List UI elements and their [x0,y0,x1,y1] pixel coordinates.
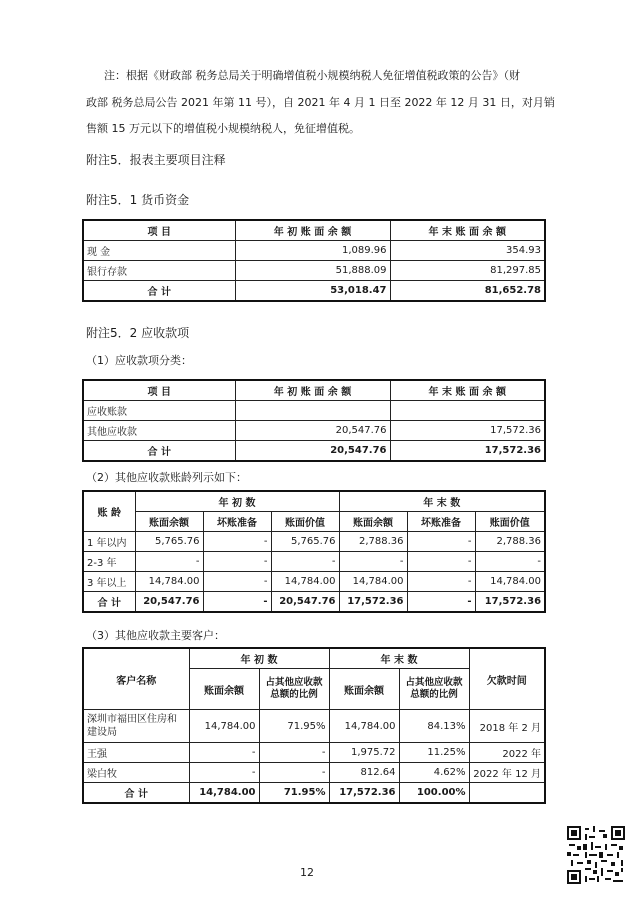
subheader-cell: 账面余额 [189,669,259,710]
value-cell: 11.25% [399,743,469,763]
table-row [83,532,545,552]
header-cell: 项 目 [83,220,235,241]
value-cell: - [339,552,407,572]
total-value: 17,572.36 [390,441,545,462]
value-cell: 14,784.00 [135,572,203,592]
group-header: 年 初 数 [135,491,339,512]
total-value: 20,547.76 [235,441,390,462]
table-header-row [83,491,545,512]
value-cell: - [259,743,329,763]
row-label: 应收账款 [83,401,235,421]
value-cell: - [407,552,475,572]
value-cell: 51,888.09 [235,261,390,281]
subheader-cell: 占其他应收款总额的比例 [399,669,469,710]
total-value: 81,652.78 [390,281,545,302]
total-value: 100.00% [399,783,469,804]
total-row [83,281,545,302]
table-header-row [83,220,545,241]
row-label: 2-3 年 [83,552,135,572]
group-header: 年 末 数 [339,491,545,512]
receivables-section-title: 附注5．2 应收款项 [86,326,190,340]
subheader-cell: 坏账准备 [407,512,475,532]
value-cell: - [475,552,545,572]
value-cell: 2018 年 2 月 [469,710,545,743]
value-cell: - [189,763,259,783]
value-cell: 14,784.00 [271,572,339,592]
customer-header: 客户名称 [83,648,189,710]
table-row [83,401,545,421]
page-number: 12 [300,866,314,879]
total-label: 合 计 [83,592,135,613]
qr-code-icon [567,826,625,884]
customer-name: 王强 [83,743,189,763]
value-cell: 14,784.00 [189,710,259,743]
note-line-3: 售额 15 万元以下的增值税小规模纳税人，免征增值税。 [86,122,360,135]
table-row [83,241,545,261]
receivables-class-table [82,379,546,462]
row-label: 3 年以上 [83,572,135,592]
note-line-2: 政部 税务总局公告 2021 年第 11 号），自 2021 年 4 月 1 日至 2022 年 12 月 31 日，对月销 [86,96,555,109]
age-header: 账 龄 [83,491,135,532]
table-row [83,421,545,441]
header-cell: 项 目 [83,380,235,401]
table-header-row [83,648,545,669]
subheader-cell: 账面余额 [329,669,399,710]
row-label: 银行存款 [83,261,235,281]
due-time-header: 欠款时间 [469,648,545,710]
total-label: 合 计 [83,281,235,302]
total-row [83,441,545,462]
group-header: 年 末 数 [329,648,469,669]
header-cell: 年 末 账 面 余 额 [390,220,545,241]
value-cell: 5,765.76 [135,532,203,552]
value-cell: - [407,532,475,552]
receivables-sub-3: （3）其他应收款主要客户： [86,629,225,642]
group-header: 年 初 数 [189,648,329,669]
value-cell: 14,784.00 [329,710,399,743]
value-cell: - [259,763,329,783]
header-cell: 年 初 账 面 余 额 [235,380,390,401]
value-cell: 2022 年 [469,743,545,763]
row-label: 现 金 [83,241,235,261]
table-row [83,763,545,783]
total-value: 17,572.36 [475,592,545,613]
customers-table [82,647,546,804]
table-subheader-row [83,512,545,532]
aging-table [82,490,546,613]
table-row [83,572,545,592]
total-value: 17,572.36 [329,783,399,804]
value-cell: 2,788.36 [339,532,407,552]
total-row [83,783,545,804]
value-cell: - [407,572,475,592]
total-value: 20,547.76 [135,592,203,613]
value-cell: 84.13% [399,710,469,743]
value-cell: 2,788.36 [475,532,545,552]
value-cell: 17,572.36 [390,421,545,441]
total-label: 合 计 [83,441,235,462]
customer-name: 梁白牧 [83,763,189,783]
total-value: 17,572.36 [339,592,407,613]
value-cell: 812.64 [329,763,399,783]
customer-name: 深圳市福田区住房和建设局 [83,710,189,743]
total-value: - [407,592,475,613]
row-label: 其他应收款 [83,421,235,441]
note-line-1: 注：根据《财政部 税务总局关于明确增值税小规模纳税人免征增值税政策的公告》（财 [104,69,520,82]
total-value: 14,784.00 [189,783,259,804]
total-value [469,783,545,804]
subheader-cell: 账面价值 [271,512,339,532]
value-cell: 1,089.96 [235,241,390,261]
value-cell: 4.62% [399,763,469,783]
value-cell: 81,297.85 [390,261,545,281]
subheader-cell: 账面余额 [339,512,407,532]
receivables-sub-1: （1）应收款项分类： [86,354,192,367]
value-cell: 1,975.72 [329,743,399,763]
receivables-sub-2: （2）其他应收款账龄列示如下： [86,471,247,484]
value-cell: 71.95% [259,710,329,743]
value-cell: - [203,552,271,572]
section-heading: 附注5．报表主要项目注释 [86,153,226,167]
value-cell: - [203,572,271,592]
subheader-cell: 占其他应收款总额的比例 [259,669,329,710]
table-row [83,743,545,763]
subheader-cell: 账面余额 [135,512,203,532]
value-cell: 5,765.76 [271,532,339,552]
table-header-row [83,380,545,401]
value-cell: 20,547.76 [235,421,390,441]
value-cell [235,401,390,421]
total-value: 20,547.76 [271,592,339,613]
header-cell: 年 初 账 面 余 额 [235,220,390,241]
value-cell: - [271,552,339,572]
value-cell: 354.93 [390,241,545,261]
cash-table [82,219,546,302]
header-cell: 年 末 账 面 余 额 [390,380,545,401]
table-row [83,261,545,281]
total-label: 合 计 [83,783,189,804]
value-cell [390,401,545,421]
subheader-cell: 账面价值 [475,512,545,532]
value-cell: 14,784.00 [339,572,407,592]
value-cell: - [203,532,271,552]
cash-section-title: 附注5．1 货币资金 [86,193,190,207]
subheader-cell: 坏账准备 [203,512,271,532]
value-cell: 14,784.00 [475,572,545,592]
value-cell: 2022 年 12 月 [469,763,545,783]
row-label: 1 年以内 [83,532,135,552]
table-row [83,710,545,743]
total-value: 53,018.47 [235,281,390,302]
total-value: - [203,592,271,613]
total-value: 71.95% [259,783,329,804]
total-row [83,592,545,613]
value-cell: - [135,552,203,572]
value-cell: - [189,743,259,763]
table-row [83,552,545,572]
